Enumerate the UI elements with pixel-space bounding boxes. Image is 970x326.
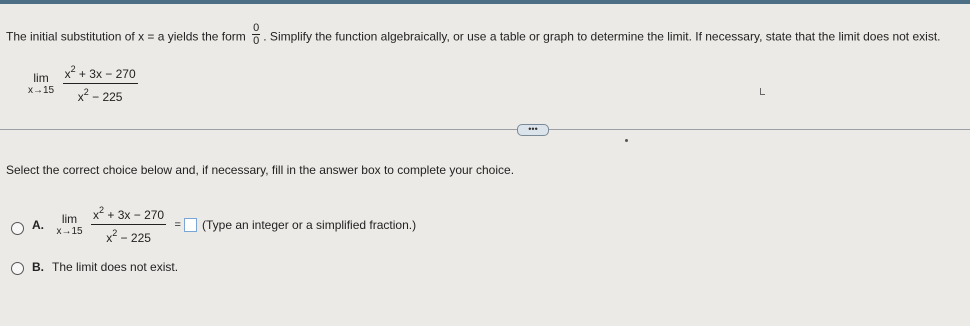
form-numerator: 0 [253, 22, 260, 34]
limit-operator [28, 71, 54, 97]
rational-function [63, 62, 138, 105]
more-options-button[interactable]: ••• [517, 124, 549, 136]
choice-a-limit-operator: lim x→15 [56, 211, 83, 237]
equals-sign: = [174, 218, 181, 231]
choice-b[interactable] [32, 260, 178, 274]
choice-b-letter: B. [32, 260, 44, 274]
stray-mark [760, 88, 765, 95]
question-part2: . Simplify the function algebraically, or use a table or graph to determine the limit. If necessary, state that the limit does not exist. [263, 29, 941, 44]
question-part1: The initial substitution of x = a yields the form [6, 29, 246, 44]
zero-over-zero-form [252, 22, 260, 47]
limit-expression [28, 62, 138, 105]
lim-approach: x→15 [28, 84, 55, 96]
choice-a-hint: (Type an integer or a simplified fraction.) [201, 217, 417, 232]
choice-a[interactable] [32, 203, 416, 246]
choice-b-text: The limit does not exist. [52, 260, 179, 274]
question-text [6, 24, 941, 49]
denominator: $x^2 - 225$ [77, 87, 123, 104]
choice-a-letter: A. [32, 217, 44, 232]
form-denominator: 0 [253, 35, 260, 47]
answer-input-box[interactable] [184, 218, 197, 232]
instruction-text: Select the correct choice below and, if necessary, fill in the answer box to complete your choice. [6, 163, 515, 177]
choice-a-radio[interactable] [11, 222, 24, 235]
lim-word: lim [33, 70, 49, 85]
choice-b-radio[interactable] [11, 262, 24, 275]
cursor-dot [625, 139, 628, 142]
section-divider [0, 129, 970, 130]
numerator: $x^2 + 3x - 270$ [63, 62, 138, 84]
choice-a-rational-function: $\frac{x^2 + 3x - 270}{x^2 - 225}$ [93, 205, 165, 245]
top-accent-bar [0, 0, 970, 4]
